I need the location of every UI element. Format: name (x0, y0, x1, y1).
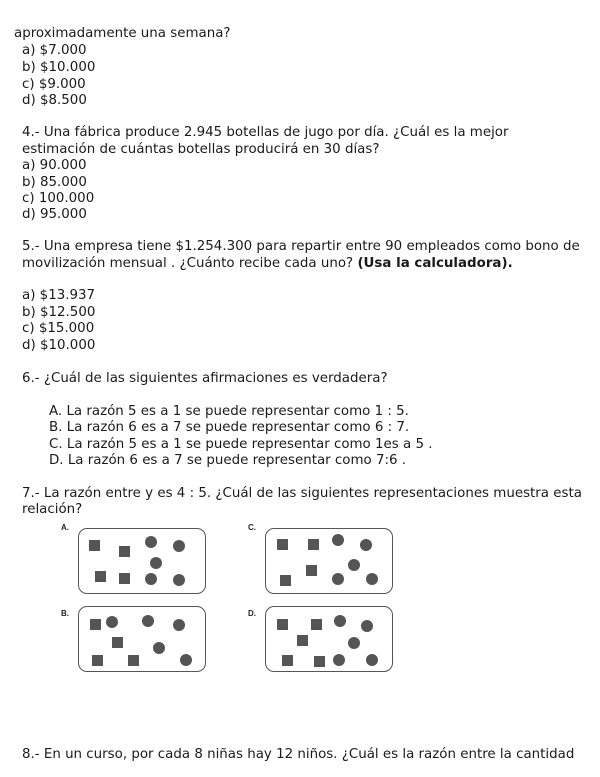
circle-shape (361, 620, 373, 632)
q4-option-a: a) 90.000 (22, 158, 87, 173)
q8-stem-line1: 8.- En un curso, por cada 8 niñas hay 12 niños. ¿Cuál es la razón entre la cantidad (22, 747, 575, 762)
square-shape (90, 619, 101, 630)
square-shape (112, 637, 123, 648)
circle-shape (332, 573, 344, 585)
square-shape (308, 539, 319, 550)
q4-stem-line1: 4.- Una fábrica produce 2.945 botellas de jugo por día. ¿Cuál es la mejor (22, 125, 509, 140)
q3-option-c: c) $9.000 (22, 77, 86, 92)
q5-option-b: b) $12.500 (22, 305, 96, 320)
q5-stem-text: movilización mensual . ¿Cuánto recibe cada uno? (22, 256, 354, 271)
figure-c-box (265, 528, 393, 594)
q4-option-c: c) 100.000 (22, 191, 95, 206)
q6-option-c: C. La razón 5 es a 1 se puede representar como 1es a 5 . (49, 437, 433, 452)
square-shape (280, 575, 291, 586)
square-shape (277, 619, 288, 630)
square-shape (119, 546, 130, 557)
circle-shape (145, 573, 157, 585)
square-shape (297, 635, 308, 646)
circle-shape (334, 615, 346, 627)
circle-shape (348, 637, 360, 649)
q4-option-d: d) 95.000 (22, 207, 87, 222)
q7-stem-line2: relación? (22, 502, 83, 517)
circle-shape (332, 534, 344, 546)
square-shape (277, 539, 288, 550)
q6-stem: 6.- ¿Cuál de las siguientes afirmaciones es verdadera? (22, 371, 388, 386)
q5-stem-line2 (22, 256, 513, 273)
q6-option-d: D. La razón 6 es a 7 se puede representar como 7:6 . (49, 453, 407, 468)
q5-calculator-note: (Usa la calculadora). (357, 256, 513, 271)
q5-stem-line1: 5.- Una empresa tiene $1.254.300 para repartir entre 90 empleados como bono de (22, 239, 580, 254)
circle-shape (173, 574, 185, 586)
circle-shape (153, 642, 165, 654)
circle-shape (173, 619, 185, 631)
q3-option-b: b) $10.000 (22, 60, 96, 75)
circle-shape (366, 573, 378, 585)
figure-d-box (265, 606, 393, 672)
square-shape (314, 656, 325, 667)
circle-shape (348, 559, 360, 571)
q3-option-a: a) $7.000 (22, 43, 87, 58)
circle-shape (360, 539, 372, 551)
figure-c-label: C. (248, 523, 256, 532)
circle-shape (333, 654, 345, 666)
circle-shape (142, 615, 154, 627)
square-shape (128, 655, 139, 666)
q4-option-b: b) 85.000 (22, 175, 87, 190)
q4-stem-line2: estimación de cuántas botellas producirá en 30 días? (22, 142, 380, 157)
square-shape (306, 565, 317, 576)
square-shape (95, 571, 106, 582)
q6-option-a: A. La razón 5 es a 1 se puede representar como 1 : 5. (49, 404, 409, 419)
q7-stem-line1: 7.- La razón entre y es 4 : 5. ¿Cuál de las siguientes representaciones muestra esta (22, 486, 582, 501)
q5-option-c: c) $15.000 (22, 321, 95, 336)
circle-shape (106, 616, 118, 628)
figure-b-box (78, 606, 206, 672)
circle-shape (180, 654, 192, 666)
circle-shape (150, 557, 162, 569)
square-shape (311, 619, 322, 630)
square-shape (282, 655, 293, 666)
q5-option-d: d) $10.000 (22, 338, 96, 353)
figure-d-label: D. (248, 609, 256, 618)
q3-stem-tail: aproximadamente una semana? (14, 26, 231, 41)
square-shape (119, 573, 130, 584)
figure-a-label: A. (61, 523, 69, 532)
square-shape (89, 540, 100, 551)
q5-option-a: a) $13.937 (22, 288, 96, 303)
circle-shape (366, 654, 378, 666)
figure-b-label: B. (61, 609, 69, 618)
q3-option-d: d) $8.500 (22, 93, 87, 108)
q6-option-b: B. La razón 6 es a 7 se puede representar como 6 : 7. (49, 420, 410, 435)
square-shape (92, 655, 103, 666)
figure-a-box (78, 528, 206, 594)
circle-shape (173, 540, 185, 552)
circle-shape (145, 536, 157, 548)
